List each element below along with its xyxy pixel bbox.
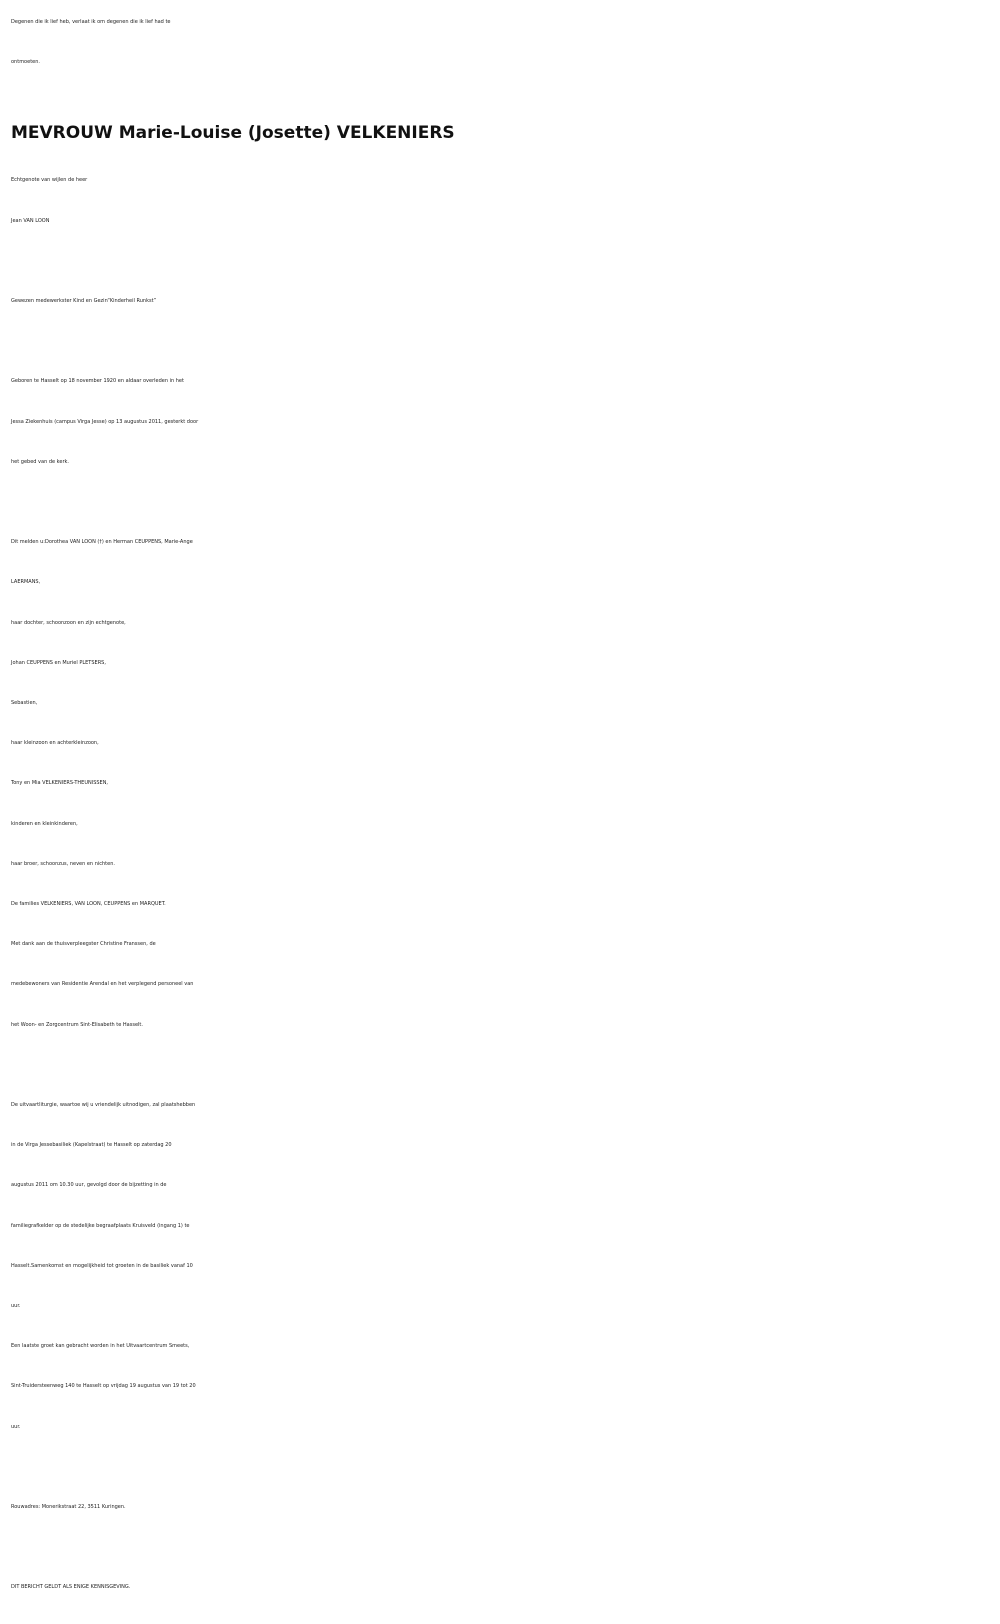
announcer-line: haar dochter, schoonzoon en zijn echtgenote, [11, 619, 126, 626]
announcer-line: medebewoners van Residentie Arendal en het verplegend personeel van [11, 981, 194, 988]
deceased-name: MEVROUW Marie-Louise (Josette) VELKENIERS [11, 123, 455, 144]
announcer-line: het Woon- en Zorgcentrum Sint-Elisabeth te Hasselt. [11, 1021, 143, 1028]
announcer-line: haar kleinzoon en achterkleinzoon, [11, 740, 99, 747]
funeral-line: Een laatste groet kan gebracht worden in het Uitvaartcentrum Smeets, [11, 1343, 190, 1350]
occupation: Gewezen medewerkster Kind en Gezin“Kinderheil Runkst” [11, 298, 157, 304]
motto [11, 2, 990, 82]
announcer-line: Dit melden u:Dorothea VAN LOON (†) en Herman CEUPPENS, Marie-Ange [11, 539, 193, 546]
announcer-line: Sebastien, [11, 700, 38, 706]
spouse-line: Echtgenote van wijlen de heer [11, 177, 88, 184]
funeral-line: augustus 2011 om 10.30 uur, gevolgd door de bijzetting in de [11, 1182, 167, 1189]
motto-line: Degenen die ik lief heb, verlaat ik om degenen die ik lief had te [11, 19, 171, 25]
announcer-line: De families VELKENIERS, VAN LOON, CEUPPENS en MARQUET. [11, 901, 166, 908]
announcer-line: LAERMANS, [11, 579, 41, 586]
funeral-line: familiegrafkelder op de stedelijke begraafplaats Kruisveld (ingang 1) te [11, 1222, 190, 1229]
spouse-line: Jean VAN LOON [11, 217, 50, 224]
announcers [11, 522, 990, 1045]
funeral-line: De uitvaartliturgie, waartoe wij u vriendelijk uitnodigen, zal plaatshebben [11, 1102, 196, 1109]
funeral-line: uur. [11, 1303, 21, 1310]
motto-line: ontmoeten. [11, 59, 40, 66]
birth-death-line: Jessa Ziekenhuis (campus Virga Jesse) op 13 augustus 2011, gesterkt door [11, 418, 199, 425]
mourning-address: Rouwadres: Monerikstraat 22, 3511 Kuringen. [11, 1504, 126, 1511]
announcer-line: Johan CEUPPENS en Muriel PLETSERS, [11, 659, 106, 666]
announcer-line: Met dank aan de thuisverpleegster Christine Franssen, de [11, 941, 156, 948]
birth-death-info [11, 361, 990, 482]
funeral-info [11, 1085, 990, 1447]
funeral-line: Hasselt.Samenkomst en mogelijkheid tot groeten in de basiliek vanaf 10 [11, 1262, 193, 1269]
birth-death-line: het gebed van de kerk. [11, 458, 70, 465]
funeral-line: in de Virga Jessebasiliek (Kapelstraat) te Hasselt op zaterdag 20 [11, 1142, 172, 1149]
funeral-line: Sint-Truidersteenweg 140 te Hasselt op vrijdag 19 augustus van 19 tot 20 [11, 1383, 196, 1390]
notice: DIT BERICHT GELDT ALS ENIGE KENNISGEVING. [11, 1584, 131, 1591]
funeral-line: uur. [11, 1423, 21, 1430]
announcer-line: Tony en Mia VELKENIERS-THEUNISSEN, [11, 780, 109, 787]
spouse-info [11, 160, 990, 240]
announcer-line: haar broer, schoonzus, neven en nichten. [11, 860, 115, 867]
announcer-line: kinderen en kleinkinderen, [11, 820, 78, 827]
birth-death-line: Geboren te Hasselt op 18 november 1920 en aldaar overleden in het [11, 378, 184, 385]
